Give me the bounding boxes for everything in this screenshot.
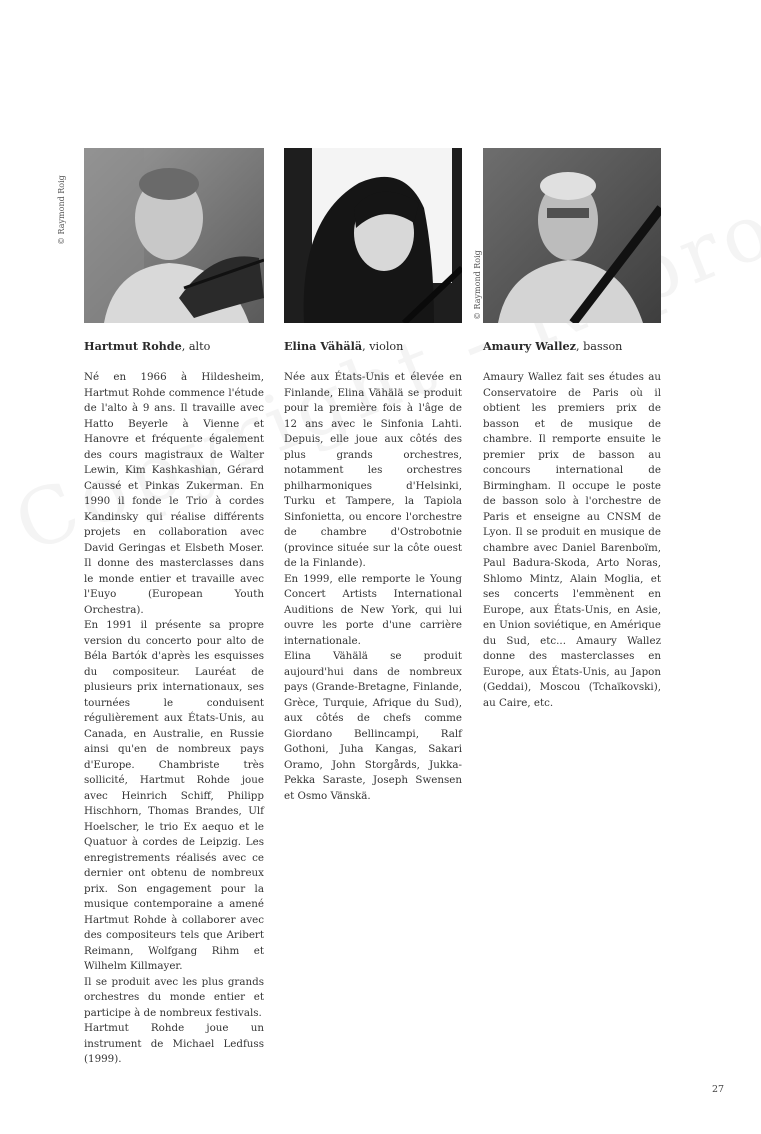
bio-paragraph: Née aux États-Unis et élevée en Finlande, Elina Vähälä se produit pour la première fois à l'âge de 12 ans avec le Sinfonia Lahti. Depuis, elle joue aux côtés des plus grands orchestres, notamment les orchestres philharmoniques d'Helsinki, Turku et Tampere, la Tapiola Sinfonietta, ou encore l'orchestre de chambre d'Ostrobotnie (province située sur la côte ouest de la Finlande). [284,371,462,569]
caption-amaury-wallez [483,339,661,354]
column-hartmut-rohde [84,148,264,1068]
bio-elina-vahala [284,370,462,804]
caption-elina-vahala [284,339,462,354]
bio-paragraph: Né en 1966 à Hildesheim, Hartmut Rohde commence l'étude de l'alto à 9 ans. Il travaille avec Hatto Beyerle à Vienne et Hanovre et fréquente également des cours magistraux de Walter Lewin, Kim Kashkashian, Gérard Caussé et Pinkas Zukerman. En 1990 il fonde le Trio à cordes Kandinsky qui réalise différents projets en collaboration avec David Geringas et Elsbeth Moser. Il donne des masterclasses dans le monde entier et travaille avec l'Euyo (European Youth Orchestra). [84,371,264,616]
caption-hartmut-rohde [84,339,264,354]
artist-instrument: , violon [362,340,404,353]
page-number: 27 [712,1084,725,1095]
column-elina-vahala [284,148,462,804]
photo-credit-3: © Raymond Roig [473,250,482,320]
artist-name: Amaury Wallez [483,339,577,353]
bio-paragraph: Hartmut Rohde joue un instrument de Michael Ledfuss (1999). [84,1022,264,1065]
bio-paragraph: Amaury Wallez fait ses études au Conservatoire de Paris où il obtient les premiers prix de basson et de musique de chambre. Il remporte ensuite le premier prix de basson au concours international de Birmingham. Il occupe le poste de basson solo à l'orchestre de Paris et enseigne au CNSM de Lyon. Il se produit en musique de chambre avec Daniel Barenboïm, Paul Badura-Skoda, Arto Noras, Shlomo Mintz, Alain Moglia, et ses concerts l'emmènent en Europe, aux États-Unis, en Asie, en Union soviétique, en Amérique du Sud, etc... Amaury Wallez donne des masterclasses en Europe, aux États-Unis, au Japon (Geddai), Moscou (Tchaïkovski), au Caire, etc. [483,371,661,709]
photo-amaury-wallez [483,148,661,323]
bio-paragraph: Il se produit avec les plus grands orchestres du monde entier et participe à de nombreux festivals. [84,975,264,1019]
bio-paragraph: En 1991 il présente sa propre version du concerto pour alto de Béla Bartók d'après les esquisses du compositeur. Lauréat de plusieurs prix internationaux, ses tournées le conduisent régulièrement aux États-Unis, au Canada, en Australie, en Russie ainsi qu'en de nombreux pays d'Europe. Chambriste très sollicité, Hartmut Rohde joue avec Heinrich Schiff, Philipp Hischhorn, Thomas Brandes, Ulf Hoelscher, le trio Ex aequo et le Quatuor à cordes de Leipzig. Les enregistrements réalisés avec ce dernier ont obtenu de nombreux prix. Son engagement pour la musique contemporaine a amené Hartmut Rohde à collaborer avec des compositeurs tels que Aribert Reimann, Wolfgang Rihm et Wilhelm Killmayer. [84,619,264,972]
artist-instrument: , alto [181,340,211,353]
photo-elina-vahala [284,148,462,323]
artist-name: Hartmut Rohde [84,339,182,353]
photo-hartmut-rohde [84,148,264,323]
photo-credit-1: © Raymond Roig [57,175,66,245]
artist-name: Elina Vähälä [284,339,363,353]
bio-amaury-wallez [483,370,661,711]
column-amaury-wallez [483,148,661,711]
bio-paragraph: En 1999, elle remporte le Young Concert Artists International Auditions de New York, qui lui ouvre les porte d'une carrière internationale. [284,572,462,647]
artist-instrument: , basson [576,340,623,353]
bio-hartmut-rohde [84,370,264,1068]
bio-paragraph: Elina Vähälä se produit aujourd'hui dans de nombreux pays (Grande-Bretagne, Finlande, Grèce, Turquie, Afrique du Sud), aux côtés de chefs comme Giordano Bellincampi, Ralf Gothoni, Juha Kangas, Sakari Oramo, John Storgårds, Jukka-Pekka Saraste, Joseph Swensen et Osmo Vänskä. [284,650,462,802]
